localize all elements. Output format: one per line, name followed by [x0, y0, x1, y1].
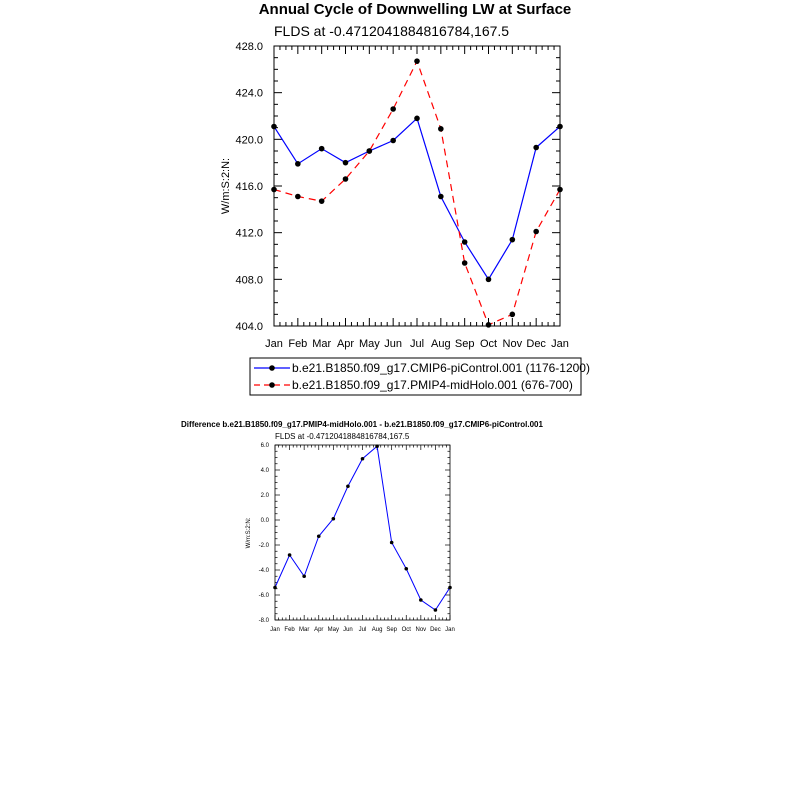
chart1-subtitle: FLDS at -0.4712041884816784,167.5: [274, 23, 510, 39]
chart1-series-1-point: [533, 229, 539, 235]
legend-label-midHolo: b.e21.B1850.f09_g17.PMIP4-midHolo.001 (676-700): [292, 378, 573, 392]
x-tick-label: Jan: [551, 338, 569, 350]
x-tick-label: Sep: [386, 627, 398, 633]
x-tick-label: Feb: [288, 338, 308, 350]
chart2-series-group: [273, 444, 452, 611]
x-tick-label: Mar: [298, 627, 310, 633]
y-tick-label: 2.0: [260, 493, 269, 499]
chart1-series-1-point: [414, 58, 420, 64]
chart1-series-0-point: [390, 138, 396, 144]
chart1-series-0-point: [295, 161, 301, 167]
y-tick-label: -4.0: [258, 568, 269, 574]
chart1-series-1-point: [438, 126, 444, 132]
x-tick-label: May: [358, 338, 380, 350]
x-tick-label: Jul: [358, 627, 367, 633]
y-tick-label: 404.0: [235, 321, 263, 333]
chart1-series-0-point: [486, 277, 492, 283]
y-tick-label: -8.0: [258, 618, 269, 624]
legend-marker-piControl: [269, 365, 275, 371]
legend-entry-midHolo: [254, 378, 573, 392]
chart1-series-0-point: [438, 194, 444, 200]
chart1-series-1-line: [274, 61, 560, 325]
legend-entry-piControl: [254, 361, 590, 375]
x-tick-label: Sep: [454, 338, 475, 350]
chart2-title: Difference b.e21.B1850.f09_g17.PMIP4-midHolo.001 - b.e21.B1850.f09_g17.CMIP6-piControl.001: [181, 420, 543, 429]
chart2-axes: [259, 443, 455, 633]
y-tick-label: 416.0: [235, 181, 263, 193]
x-tick-label: Apr: [314, 627, 324, 633]
x-tick-label: May: [327, 627, 340, 633]
legend-marker-midHolo: [269, 382, 275, 388]
x-tick-label: Dec: [430, 627, 441, 633]
chart2-series-0-line: [275, 446, 450, 610]
x-tick-label: Aug: [431, 338, 451, 350]
chart1-series-1-point: [510, 312, 516, 318]
x-tick-label: Oct: [479, 338, 498, 350]
chart1-y-axis-label: W/m:S:2:N:: [220, 157, 232, 215]
y-tick-label: -6.0: [258, 593, 269, 599]
x-tick-label: Dec: [526, 338, 546, 350]
chart2-series-0-point: [434, 608, 438, 612]
x-tick-label: Jan: [265, 338, 283, 350]
chart1-series-1-point: [390, 106, 396, 112]
y-tick-label: 408.0: [235, 274, 263, 287]
legend-label-piControl: b.e21.B1850.f09_g17.CMIP6-piControl.001 (1176-1200): [292, 361, 590, 375]
chart2-series-0-point: [288, 553, 292, 557]
chart1-series-1-point: [319, 198, 325, 204]
chart-annual-cycle: [220, 1, 590, 395]
chart1-series-0-point: [343, 160, 349, 166]
chart2-series-0-point: [332, 517, 336, 521]
x-tick-label: Jan: [270, 627, 280, 633]
chart1-series-0-line: [274, 118, 560, 279]
chart2-series-0-point: [419, 598, 423, 602]
y-tick-label: 412.0: [235, 227, 263, 240]
x-tick-label: Jun: [384, 338, 403, 350]
x-tick-label: Jan: [445, 627, 455, 633]
chart2-series-0-point: [302, 574, 306, 578]
chart1-series-group: [271, 58, 563, 327]
x-tick-label: Apr: [336, 338, 355, 350]
chart1-series-0-point: [414, 116, 420, 122]
chart1-series-1-point: [486, 322, 492, 328]
chart1-axes: [235, 41, 568, 350]
chart1-plot-frame: [274, 46, 560, 326]
chart2-series-0-point: [361, 457, 365, 461]
y-tick-label: 420.0: [235, 134, 263, 147]
y-tick-label: 6.0: [260, 443, 269, 449]
chart1-series-1-point: [295, 194, 301, 200]
chart2-series-0-point: [404, 567, 408, 571]
chart2-series-0-point: [317, 534, 321, 538]
y-tick-label: 428.0: [235, 41, 263, 53]
y-tick-label: -2.0: [258, 543, 269, 549]
x-tick-label: Nov: [415, 627, 427, 633]
x-tick-label: Nov: [502, 338, 523, 350]
x-tick-label: Aug: [371, 627, 383, 633]
chart1-series-0-point: [533, 145, 539, 151]
chart2-subtitle: FLDS at -0.4712041884816784,167.5: [275, 432, 410, 441]
chart2-series-0-point: [346, 484, 350, 488]
y-tick-label: 0.0: [260, 518, 269, 524]
y-tick-label: 424.0: [235, 87, 263, 100]
chart1-title: Annual Cycle of Downwelling LW at Surface: [258, 1, 572, 18]
chart2-y-axis-label: W/m:S:2:N:: [246, 517, 252, 549]
chart2-series-0-point: [390, 541, 394, 545]
chart1-series-0-point: [319, 146, 325, 152]
chart1-series-1-point: [462, 260, 468, 266]
chart2-plot-frame: [275, 445, 450, 620]
chart1-series-0-point: [462, 239, 468, 245]
x-tick-label: Oct: [401, 627, 411, 633]
chart1-legend: [250, 358, 590, 395]
x-tick-label: Jul: [409, 338, 425, 350]
chart-difference: [181, 420, 543, 633]
chart1-series-0-point: [510, 237, 516, 243]
x-tick-label: Jun: [343, 627, 353, 633]
chart1-series-1-point: [367, 148, 373, 154]
x-tick-label: Feb: [284, 627, 295, 633]
chart1-series-1-point: [343, 176, 349, 182]
y-tick-label: 4.0: [260, 468, 269, 474]
x-tick-label: Mar: [312, 338, 332, 350]
